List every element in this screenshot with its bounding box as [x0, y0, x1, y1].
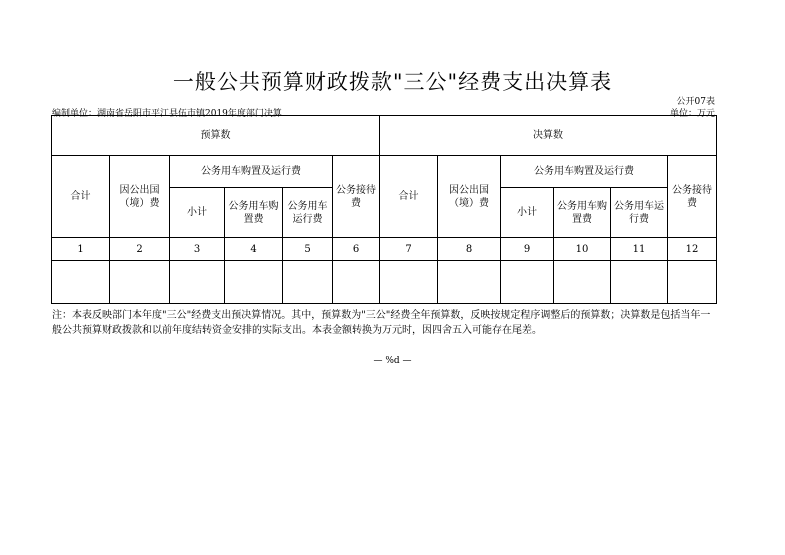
column-number: 4	[225, 238, 283, 261]
budget-subtotal-header: 小计	[170, 188, 225, 238]
data-cell	[438, 261, 501, 304]
currency-unit: 单位：万元	[669, 109, 715, 119]
column-number: 10	[554, 238, 611, 261]
form-number: 公开07表	[676, 97, 715, 107]
final-abroad-header: 因公出国（境）费	[438, 156, 501, 238]
column-number: 11	[611, 238, 668, 261]
budget-vehicle-group-header: 公务用车购置及运行费	[170, 156, 333, 188]
final-vehicle-group-header: 公务用车购置及运行费	[501, 156, 668, 188]
column-number: 12	[668, 238, 717, 261]
data-cell	[611, 261, 668, 304]
data-cell	[225, 261, 283, 304]
final-header: 决算数	[380, 116, 717, 156]
data-cell	[501, 261, 554, 304]
budget-header: 预算数	[52, 116, 380, 156]
column-number: 8	[438, 238, 501, 261]
final-vehicle-purchase-header: 公务用车购置费	[554, 188, 611, 238]
compiling-unit: 编制单位：湖南省岳阳市平江县伍市镇2019年度部门决算	[52, 109, 282, 119]
column-number: 1	[52, 238, 110, 261]
final-reception-header: 公务接待费	[668, 156, 717, 238]
budget-reception-header: 公务接待费	[333, 156, 380, 238]
data-cell	[554, 261, 611, 304]
column-number: 3	[170, 238, 225, 261]
final-vehicle-operation-header: 公务用车运行费	[611, 188, 668, 238]
data-cell	[52, 261, 110, 304]
page-footer: — %d —	[373, 356, 412, 366]
column-number: 7	[380, 238, 438, 261]
column-number: 5	[283, 238, 333, 261]
column-number: 6	[333, 238, 380, 261]
column-number: 2	[110, 238, 170, 261]
data-cell	[283, 261, 333, 304]
budget-total-header: 合计	[52, 156, 110, 238]
final-subtotal-header: 小计	[501, 188, 554, 238]
page-title: 一般公共预算财政拨款"三公"经费支出决算表	[172, 70, 613, 94]
budget-vehicle-operation-header: 公务用车运行费	[283, 188, 333, 238]
data-cell	[668, 261, 717, 304]
table-note: 注：本表反映部门本年度"三公"经费支出预决算情况。其中，预算数为"三公"经费全年预算数，反映按规定程序调整后的预算数；决算数是包括当年一般公共预算财政拨款和以前年度结转资金安排的实际支出。本表金额转换为万元时，因四舍五入可能存在尾差。	[52, 310, 711, 336]
column-number: 9	[501, 238, 554, 261]
final-total-header: 合计	[380, 156, 438, 238]
data-cell	[110, 261, 170, 304]
data-cell	[380, 261, 438, 304]
data-cell	[333, 261, 380, 304]
budget-abroad-header: 因公出国（境）费	[110, 156, 170, 238]
three-public-expenses-table	[51, 115, 717, 304]
data-cell	[170, 261, 225, 304]
budget-vehicle-purchase-header: 公务用车购置费	[225, 188, 283, 238]
